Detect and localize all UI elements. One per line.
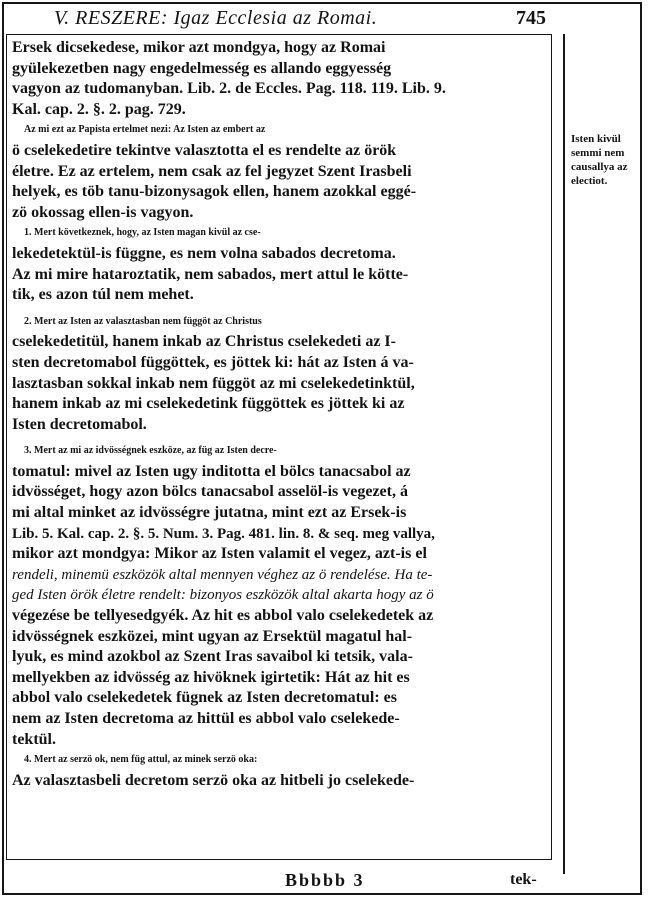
text-line: zö okossag ellen-is vagyon.	[12, 203, 194, 221]
text-line: Kal. cap. 2. §. 2. pag. 729.	[12, 100, 186, 118]
text-line: mellyekben az idvösség az hivöknek igirtetik: Hát az hit es	[12, 668, 410, 686]
catchword: tek-	[510, 871, 537, 888]
text-line: ged Isten örök életre rendelt: bizonyos eszközök altal akarta hogy az ö	[12, 587, 434, 604]
signature-mark: Bbbbb 3	[285, 870, 365, 890]
text-line: vagyon az tudomanyban. Lib. 2. de Eccles. Pag. 118. 119. Lib. 9.	[12, 80, 446, 98]
paragraph-first-line: 1. Mert következnek, hogy, az Isten magan kivül az cse-	[24, 227, 261, 239]
text-line: tomatul: mivel az Isten ugy inditotta el bölcs tanacsabol az	[12, 462, 411, 480]
text-line: mikor azt mondgya: Mikor az Isten valamit el vegez, azt-is el	[12, 545, 427, 563]
paragraph-first-line: 4. Mert az serzö ok, nem füg attul, az minek serzö oka:	[24, 754, 258, 766]
body-text	[12, 38, 548, 791]
text-line: abbol valo cselekedetek fügnek az Isten decretomatul: es	[12, 689, 397, 707]
text-line: cselekedetitül, hanem inkab az Christus cselekedeti az I-	[12, 333, 396, 351]
running-head	[14, 4, 546, 32]
page-number: 745	[516, 7, 546, 29]
text-line: idvösséget, hogy azon bölcs tanacsabol asselöl-is vegezet, á	[12, 483, 408, 501]
text-line: tektül.	[12, 730, 56, 748]
text-line: ö cselekedetire tekintve valasztotta el es rendelte az örök	[12, 141, 397, 159]
text-line: nem az Isten decretoma az hittül es abbol valo cselekede-	[12, 710, 400, 727]
marginal-note-line: electiot.	[571, 175, 608, 187]
marginal-note	[571, 132, 641, 188]
text-line: hanem inkab az mi cselekedetink függöttek es jöttek ki az	[12, 395, 405, 413]
text-line: gyülekezetben nagy engedelmesség es allando eggyesség	[12, 59, 392, 77]
text-line: rendeli, minemü eszközök altal mennyen véghez az ö rendelése. Ha te-	[12, 566, 433, 583]
text-line: tik, es azon túl nem mehet.	[12, 286, 194, 304]
text-line: Isten decretomabol.	[12, 415, 147, 433]
text-line: Lib. 5. Kal. cap. 2. §. 5. Num. 3. Pag. 481. lin. 8. & seq. meg vallya,	[12, 525, 435, 542]
text-line: lasztasban sokkal inkab nem függöt az mi cselekedetinktül,	[12, 374, 415, 392]
paragraph-first-line: 2. Mert az Isten az valasztasban nem függöt az Christus	[24, 315, 262, 327]
text-line: helyek, es töb tanu-bizonysagok ellen, hanem azokkal eggé-	[12, 183, 417, 201]
marginal-note-line: causallya az	[571, 161, 628, 173]
text-line: lekedetektül-is függne, es nem volna sabados decretoma.	[12, 244, 396, 262]
text-line: végezése be tellyesedgyék. Az hit es abbol valo cselekedetek az	[12, 607, 434, 625]
text-line: Az mi mire hataroztatik, nem sabados, mert attul le kötte-	[12, 265, 409, 283]
margin-rule	[563, 34, 565, 874]
paragraph-first-line: Az mi ezt az Papista ertelmet nezi: Az Isten az embert az	[24, 124, 266, 136]
text-line: lyuk, es mind azokbol az Szent Iras savaibol ki tetsik, vala-	[12, 648, 413, 666]
text-line: sten decretomabol függöttek, es jöttek ki: hát az Isten á va-	[12, 353, 414, 371]
text-line: Ersek dicsekedese, mikor azt mondgya, hogy az Romai	[12, 39, 386, 56]
text-line: Az valasztasbeli decretom serzö oka az hitbeli jo cselekede-	[12, 771, 415, 789]
paragraph-first-line: 3. Mert az mi az idvösségnek eszköze, az füg az Isten decre-	[24, 445, 277, 457]
marginal-note-line: semmi nem	[571, 147, 625, 159]
text-line: életre. Ez az ertelem, nem csak az fel jegyzet Szent Irasbeli	[12, 162, 412, 180]
marginal-note-line: Isten kivül	[571, 133, 621, 145]
text-line: idvösségnek eszközei, mint ugyan az Ersektül magatul hal-	[12, 627, 413, 645]
text-line: mi altal minket az idvösségre jutatna, mint ezt az Ersek-is	[12, 504, 407, 522]
running-head-title: V. RESZERE: Igaz Ecclesia az Romai.	[54, 7, 378, 29]
